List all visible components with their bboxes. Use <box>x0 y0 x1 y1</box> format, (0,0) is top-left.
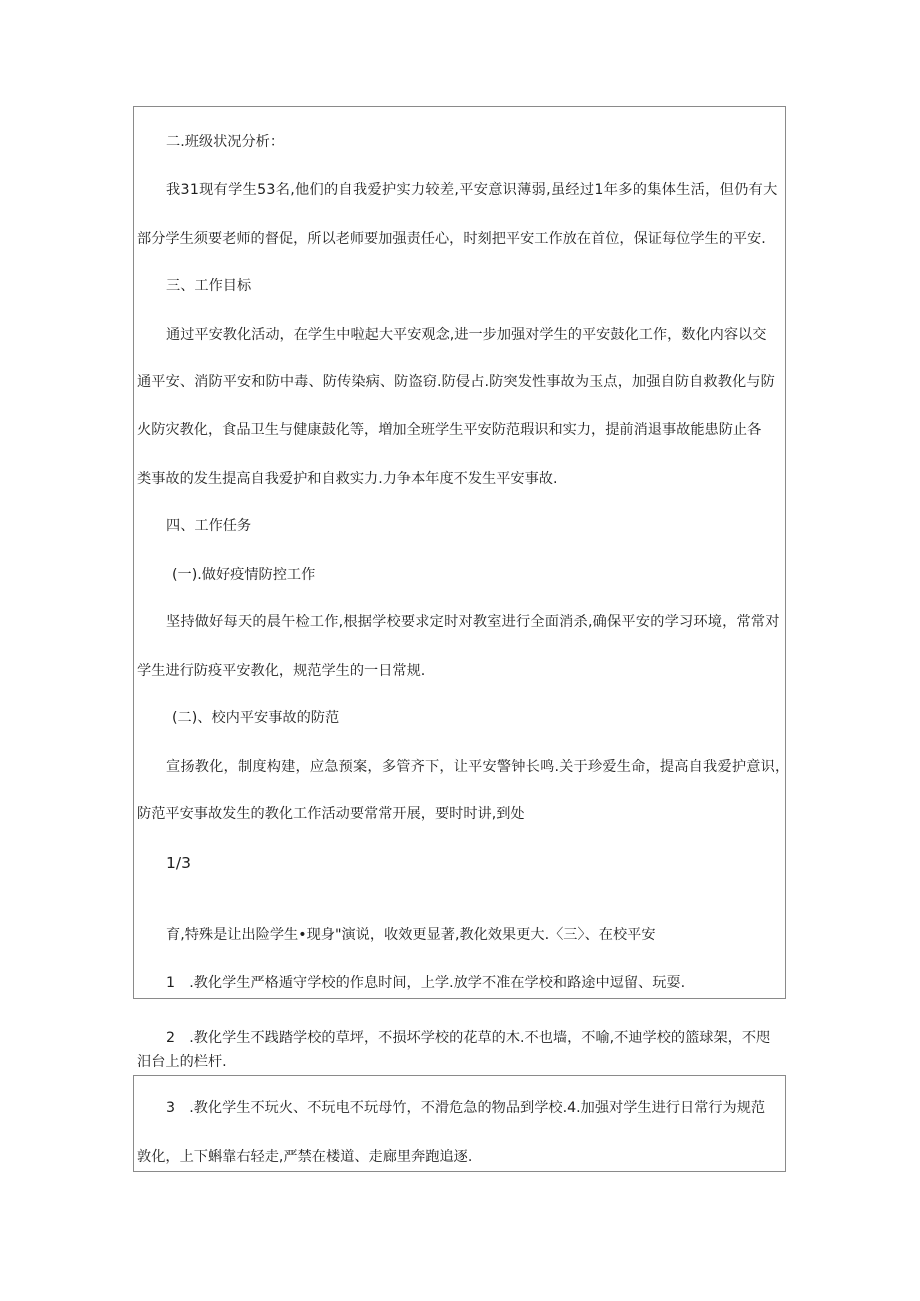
paragraph-line: 我31现有学生53名,他们的自我爱护实力较差,平安意识薄弱,虽经过1年多的集体生活，但仍有大 <box>166 182 778 198</box>
paragraph-line: 学生进行防疫平安教化，规范学生的一日常规. <box>137 663 426 679</box>
paragraph-line: 火防灾教化，食品卫生与健康鼓化等，増加全班学生平安防范瑕识和实力，提前消退事故能患防止各 <box>137 422 762 438</box>
paragraph-line: 类事故的发生提高自我爱护和自救实力.力争本年度不发生平安事故. <box>137 471 558 487</box>
section-heading-goals: 三、工作目标 <box>166 278 252 294</box>
paragraph-line: 育,特殊是让出险学生•现身"演说，收效更显著,教化效果更大.〈三〉、在校平安 <box>166 927 656 943</box>
list-item: 2 .教化学生不践踏学校的草坪，不损坏学校的花草的木.不也墙，不喻,不迪学校的篮球架，不咫 <box>166 1030 771 1046</box>
list-item: 1 .教化学生严格遁守学校的作息时间，上学.放学不准在学校和路途中逗留、玩耍. <box>166 975 686 991</box>
section-heading-tasks: 四、工作任务 <box>166 518 252 534</box>
paragraph-line: 防范平安事故发生的教化工作活动要常常开展，要时时讲,到处 <box>137 806 525 822</box>
list-item-continuation: 敦化，上下蝌靠右轻走,严禁在楼道、走廊里奔跑追逐. <box>137 1149 473 1165</box>
list-item-continuation: 汨台上的栏杆. <box>137 1054 227 1070</box>
subsection-heading: (二)、校内平安事故的防范 <box>172 710 340 726</box>
paragraph-line: 宣扬教化，制度构建，应急预案，多管齐下，让平安警钟长鸣.关于珍爱生命，提高自我爱护意识， <box>166 759 790 775</box>
paragraph-line: 通平安、消防平安和防中毒、防传染病、防盗窃.防侵占.防突发性事故为玉点，加强自防自救教化与防 <box>137 374 775 390</box>
paragraph-line: 部分学生须要老师的督促，所以老师要加强责任心，时刻把平安工作放在首位，保证每位学生的平安. <box>137 231 766 247</box>
section-heading-class-analysis: 二.班级状况分析： <box>166 134 285 150</box>
paragraph-line: 坚持做好每天的晨午检工作,根据学校要求定时对教室进行全面消杀,确保平安的学习环境，常常对 <box>166 614 780 630</box>
subsection-heading: (一).做好疫情防控工作 <box>172 567 316 583</box>
list-item: 3 .教化学生不玩火、不玩电不玩母竹，不滑危急的物品到学校.4.加强对学生进行日常行为规范 <box>166 1100 766 1116</box>
page-number: 1/3 <box>166 854 191 872</box>
paragraph-line: 通过平安教化活动，在学生中啦起大平安观念,进一步加强对学生的平安鼓化工作，数化内容以交 <box>166 327 767 343</box>
